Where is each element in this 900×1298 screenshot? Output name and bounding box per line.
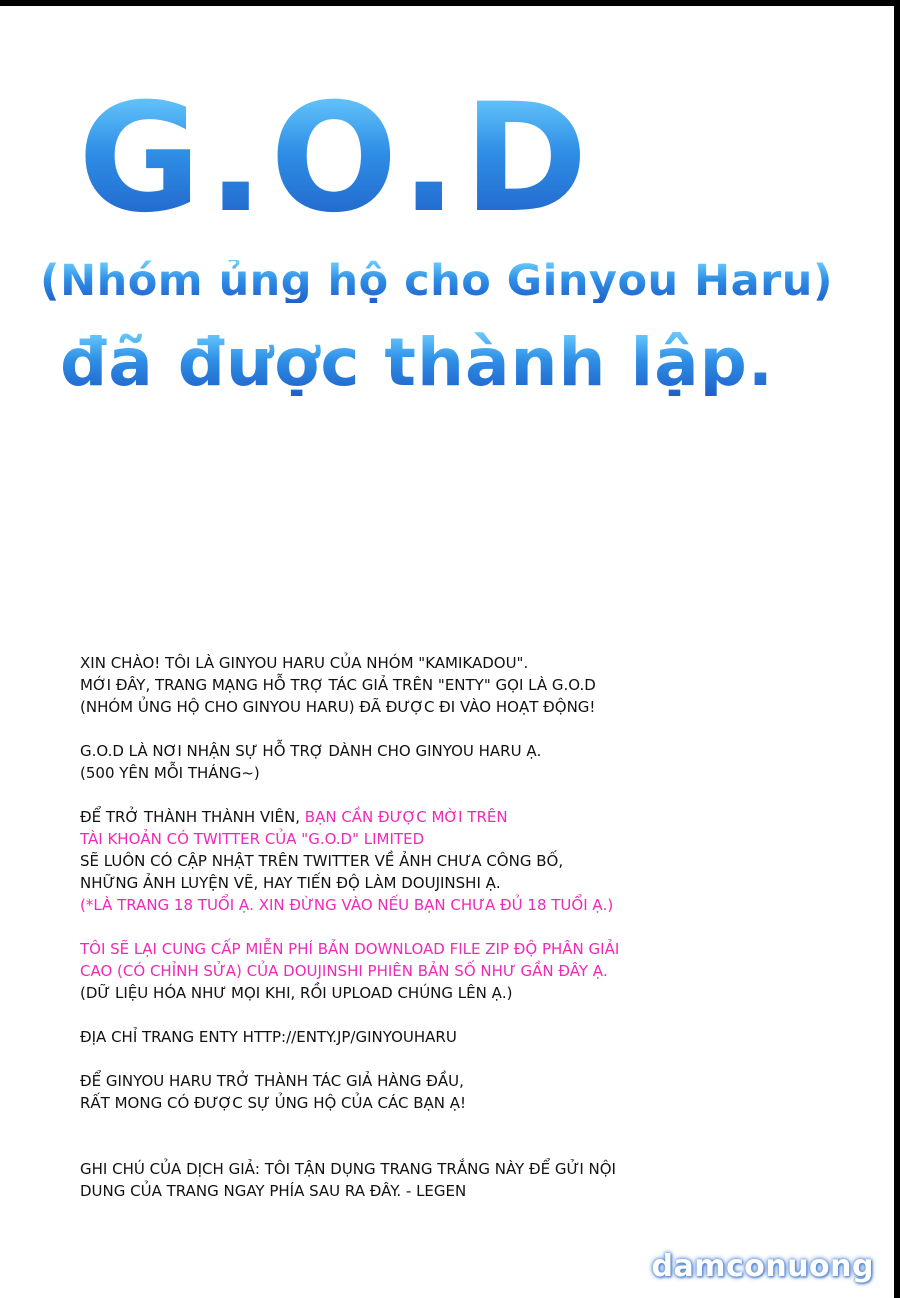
title-god: G.O.D bbox=[78, 72, 594, 246]
paragraph-address bbox=[80, 1026, 780, 1048]
body-line: RẤT MONG CÓ ĐƯỢC SỰ ỦNG HỘ CỦA CÁC BẠN Ạ! bbox=[80, 1094, 467, 1112]
paragraph-closing bbox=[80, 1070, 780, 1114]
body-line: NHỮNG ẢNH LUYỆN VẼ, HAY TIẾN ĐỘ LÀM DOUJINSHI Ạ. bbox=[80, 874, 501, 892]
title-established: đã được thành lập. bbox=[60, 324, 774, 401]
paragraph-intro bbox=[80, 652, 780, 718]
highlight-text: BẠN CẦN ĐƯỢC MỜI TRÊN bbox=[304, 808, 508, 826]
body-line: (DỮ LIỆU HÓA NHƯ MỌI KHI, RỒI UPLOAD CHÚNG LÊN Ạ.) bbox=[80, 984, 513, 1002]
body-line bbox=[80, 806, 780, 828]
body-line: MỚI ĐÂY, TRANG MẠNG HỖ TRỢ TÁC GIẢ TRÊN "ENTY" GỌI LÀ G.O.D bbox=[80, 676, 596, 694]
body-line: G.O.D LÀ NƠI NHẬN SỰ HỖ TRỢ DÀNH CHO GINYOU HARU Ạ. bbox=[80, 742, 542, 760]
body-line: ĐỂ GINYOU HARU TRỞ THÀNH TÁC GIẢ HÀNG ĐẦU, bbox=[80, 1072, 464, 1090]
paragraph-membership bbox=[80, 806, 780, 916]
page bbox=[0, 6, 894, 1298]
highlight-line: TÀI KHOẢN CÓ TWITTER CỦA "G.O.D" LIMITED bbox=[80, 830, 425, 848]
body-line: SẼ LUÔN CÓ CẬP NHẬT TRÊN TWITTER VỀ ẢNH CHƯA CÔNG BỐ, bbox=[80, 852, 564, 870]
body-line: DUNG CỦA TRANG NGAY PHÍA SAU RA ĐÂY. - LEGEN bbox=[80, 1182, 467, 1200]
body-line: GHI CHÚ CỦA DỊCH GIẢ: TÔI TẬN DỤNG TRANG TRẮNG NÀY ĐỂ GỬI NỘI bbox=[80, 1160, 616, 1178]
body-line: XIN CHÀO! TÔI LÀ GINYOU HARU CỦA NHÓM "KAMIKADOU". bbox=[80, 654, 529, 672]
title-subtitle: (Nhóm ủng hộ cho Ginyou Haru) bbox=[40, 256, 834, 306]
body-line: (NHÓM ỦNG HỘ CHO GINYOU HARU) ĐÃ ĐƯỢC ĐI VÀO HOẠT ĐỘNG! bbox=[80, 698, 596, 716]
body-text: ĐỂ TRỞ THÀNH THÀNH VIÊN, bbox=[80, 808, 305, 826]
announcement-body bbox=[80, 652, 780, 1224]
age-warning-line: (*LÀ TRANG 18 TUỔI Ạ. XIN ĐỪNG VÀO NẾU BẠN CHƯA ĐỦ 18 TUỔI Ạ.) bbox=[80, 896, 614, 914]
paragraph-download bbox=[80, 938, 780, 1004]
watermark: damconuong bbox=[651, 1249, 874, 1284]
paragraph-about bbox=[80, 740, 780, 784]
enty-address-line: ĐỊA CHỈ TRANG ENTY HTTP://ENTY.JP/GINYOUHARU bbox=[80, 1028, 457, 1046]
translator-note bbox=[80, 1158, 780, 1202]
highlight-line: TÔI SẼ LẠI CUNG CẤP MIỄN PHÍ BẢN DOWNLOAD FILE ZIP ĐỘ PHÂN GIẢI bbox=[80, 940, 620, 958]
body-line: (500 YÊN MỖI THÁNG~) bbox=[80, 764, 260, 782]
highlight-line: CAO (CÓ CHỈNH SỬA) CỦA DOUJINSHI PHIÊN BẢN SỐ NHƯ GẦN ĐÂY Ạ. bbox=[80, 962, 608, 980]
